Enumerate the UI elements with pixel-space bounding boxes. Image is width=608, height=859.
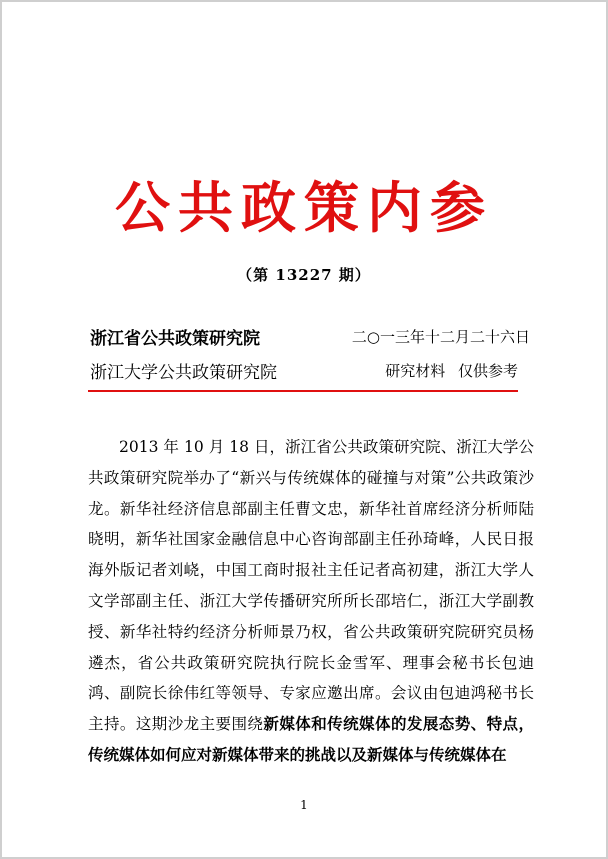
publisher-secondary: 浙江大学公共政策研究院 xyxy=(90,363,277,383)
body-text-normal: 2013 年 10 月 18 日，浙江省公共政策研究院、浙江大学公共政策研究院举办了“新兴与传统媒体的碰撞与对策”公共政策沙龙。新华社经济信息部副主任曹文忠，新华社首席经济分析师陆晓明，新华社国家金融信息中心咨询部副主任孙琦峰，人民日报海外版记者刘峣，中国工商时报社主任记者高初建，浙江大学人文学部副主任、浙江大学传播研究所所长邵培仁，浙江大学副教授、新华社特约经济分析师景乃权，省公共政策研究院研究员杨遴杰，省公共政策研究院执行院长金雪军、理事会秘书长包迪鸿、副院长徐伟红等领导、专家应邀出席。会议由包迪鸿秘书长主持。这期沙龙主要围绕 xyxy=(88,438,534,734)
issue-number: （第 13227 期） xyxy=(237,266,371,284)
page-number: 1 xyxy=(300,798,308,812)
document-title: 公共政策内参 xyxy=(114,176,493,240)
publisher-primary: 浙江省公共政策研究院 xyxy=(90,329,260,349)
usage-note: 研究材料 仅供参考 xyxy=(385,362,518,380)
header-row-primary xyxy=(90,324,530,348)
header-row-secondary xyxy=(90,358,530,382)
header-divider xyxy=(88,390,518,392)
body-paragraph xyxy=(88,432,534,771)
body-text-bold: 新媒体和传统媒体的发展态势、特点，传统媒体如何应对新媒体带来的挑战以及新媒体与传统媒体在 xyxy=(88,714,534,764)
issue-date: 二○一三年十二月二十六日 xyxy=(351,328,530,346)
